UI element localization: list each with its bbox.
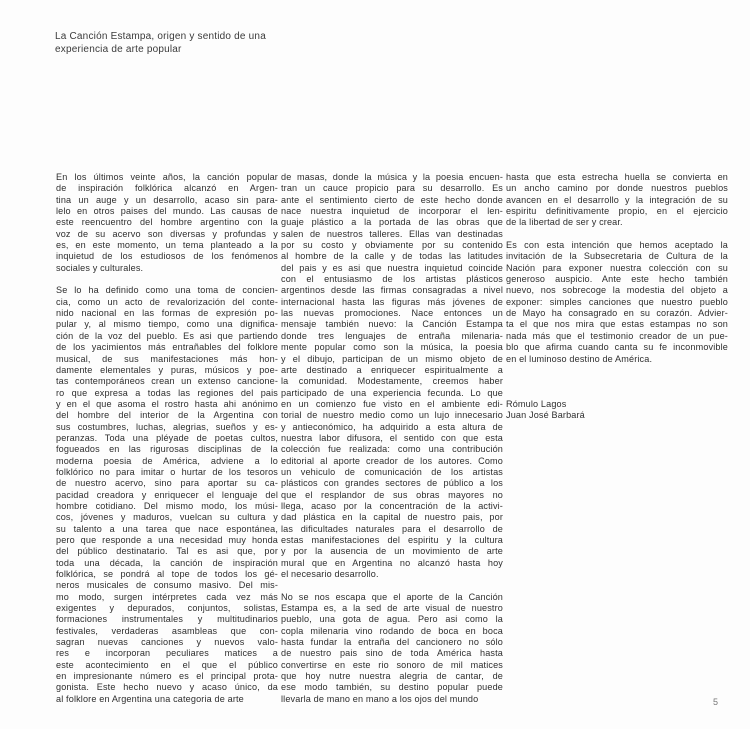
text-line: estas manifestaciones del espiritu y la cultura [281, 535, 503, 545]
text-line: cos, jóvenes y maduros, vuelcan su cultura y [56, 512, 278, 523]
text-line: toda una década, la canción de inspiración [56, 557, 278, 568]
text-line: de nuestro acervo, sino para aportar su ca- [56, 478, 278, 489]
text-line: editorial al aporte creador de los autores. Como [281, 455, 503, 466]
title-line: experiencia de arte popular [55, 44, 182, 55]
text-line: pero que responde a una necesidad muy honda [56, 535, 278, 545]
text-line: avancen en el desarrollo y la integración de su [506, 194, 728, 205]
article-title [55, 30, 315, 56]
text-line: exigentes y depurados, conjuntos, solistas, [56, 603, 278, 614]
text-line: invitación de la Subsecretaria de Cultura de la [506, 251, 728, 262]
text-line: hasta fundar la entraña del cancionero no sólo [281, 637, 503, 648]
text-line: pular y, al mismo tiempo, como una dignifica- [56, 319, 278, 330]
text-line: En los últimos veinte años, la canción popular [56, 172, 278, 182]
text-line: ante el sentimiento cierto de este hecho donde [281, 194, 503, 205]
text-line: tran un cauce propicio para su desarrollo. Es [281, 183, 503, 194]
text-line: al folklore en Argentina una categoria de arte [56, 693, 244, 704]
text-line: las nuevas promociones. Nace entonces un [281, 308, 503, 319]
text-line: ro que expresa a todas las regiones del pais [56, 387, 278, 398]
text-line: generoso auspicio. Ante este hecho también [506, 274, 728, 285]
text-line: formaciones instrumentales y multitudinarios [56, 614, 278, 625]
text-line: dad plástica en la capital de nuestro pais, por [281, 512, 503, 523]
text-line: el necesario desarrollo. [281, 569, 379, 580]
text-line: este acontecimiento en el que el público [56, 659, 278, 670]
text-line: gonista. Este hecho nuevo y acaso único, da [56, 682, 278, 693]
text-line: Se lo ha definido como una toma de concien- [56, 285, 278, 296]
text-line: que el resplandor de sus obras mayores no [281, 489, 503, 500]
signature-block [506, 399, 728, 422]
text-line: argentinos desde las firmas consagradas a nivel [281, 285, 503, 296]
text-line: este reencuentro del hombre argentino con la [56, 217, 278, 228]
text-line: participado de una experiencia fecunda. Lo que [281, 387, 503, 398]
text-line: ta el que nos mira que estas estampas no son [506, 319, 728, 330]
paragraph [56, 285, 278, 705]
text-line: Nación para exponer nuestra colección con su [506, 262, 728, 273]
paragraph [506, 240, 728, 365]
signature-name: Rómulo Lagos [506, 398, 567, 409]
text-column-1 [56, 172, 278, 717]
text-line: voz de su acervo son diversas y profundas y [56, 228, 278, 239]
text-line: nada más que el testimonio creador de un pue- [506, 330, 728, 341]
text-line: peranzas. Toda una pléyade de poetas cultos, [56, 432, 278, 443]
text-line: nuevo, nos sobrecoge la modestia del objeto a [506, 285, 728, 296]
title-line: La Canción Estampa, origen y sentido de una [55, 31, 266, 42]
text-line: internacional hasta las figuras más jóvenes de [281, 296, 503, 307]
text-line: res e incorporan peculiares matices a [56, 648, 278, 659]
text-line: de nuestro pais sino de toda América hasta [281, 648, 503, 659]
text-line: colección fue realizada: como una contribución [281, 444, 503, 455]
text-line: del público destinatario. Tal es asi que, por [56, 546, 278, 557]
text-line: la comunidad. Modestamente, creemos haber [281, 376, 503, 387]
text-line: hombre cotidiano. Del mismo modo, los músi- [56, 500, 278, 511]
text-line: arte destinado a enriquecer espiritualmente a [281, 364, 503, 375]
text-line: convertirse en este rio sonoro de mil matices [281, 659, 503, 670]
text-line: y el dibujo, participan de un mismo objeto de [281, 353, 503, 364]
text-line: pacidad creadora y enriquecer el lenguaje del [56, 489, 278, 500]
text-line: mo modo, surgen intérpretes cada vez más [56, 591, 278, 602]
text-line: llega, acaso por la concentración de la activi- [281, 500, 503, 511]
text-line: mente popular como son la música, la poesia [281, 342, 503, 353]
text-line: salen de nuestros talleres. Ellas van destinadas [281, 228, 503, 239]
text-line: nido nacional en las formas de expresión po- [56, 308, 278, 319]
text-line: es, en este momento, un tema planteado a la [56, 240, 278, 251]
text-line: damente elementales y puras, músicos y poe- [56, 364, 278, 375]
text-line: un ancho camino por donde nuestros pueblos [506, 183, 728, 194]
text-line: hasta que esta estrecha huella se convierta en [506, 172, 728, 182]
text-line: mural que en Argentina no alcanzó hasta hoy [281, 557, 503, 568]
paragraph [506, 172, 728, 229]
text-line: exponer: simples canciones que nuestro pueblo [506, 296, 728, 307]
text-line: espiritu definitivamente propio, en el ejercicio [506, 206, 728, 217]
text-line: de inspiración folklórica alcanzó en Argen- [56, 183, 278, 194]
text-line: inquietud de los estudiosos de los fenómenos [56, 251, 278, 262]
page-number: 5 [713, 697, 719, 707]
signature-name: Juan José Barbará [506, 410, 585, 421]
text-line: folklórica, se pondrá al tope de todos los gé- [56, 569, 278, 580]
text-line: llevarla de mano en mano a los ojos del mundo [281, 693, 479, 704]
text-line: torial de nuestro medio como un lujo innecesario [281, 410, 503, 421]
text-line: en el luminoso destino de América. [506, 353, 653, 364]
text-line: del pais y es asi que nuestra inquietud coincide [281, 262, 503, 273]
text-line: sus costumbres, luchas, alegrias, sueños y es- [56, 421, 278, 432]
text-line: sagran nuevas canciones y nuevos valo- [56, 637, 278, 648]
text-line: con el entusiasmo de los artistas plásticos [281, 274, 503, 285]
text-line: del hombre del interior de la Argentina con [56, 410, 278, 421]
text-line: donde tres lenguajes de entraña milenaria- [281, 330, 503, 341]
paragraph [281, 172, 503, 580]
text-line: por su costo y obviamente por su contenido [281, 240, 503, 251]
text-line: las dificultades naturales para el desarrollo de [281, 523, 503, 534]
text-line: cia, como un acto de revalorización del conte- [56, 296, 278, 307]
text-line: y antieconómico, ha adquirido a esta altura de [281, 421, 503, 432]
text-line: de masas, donde la música y la poesia encuen- [281, 172, 503, 182]
text-line: pueblo, una gota de agua. Pero asi como la [281, 614, 503, 625]
text-line: sociales y culturales. [56, 262, 144, 273]
text-line: nuestra labor difusora, el sentido con que esta [281, 432, 503, 443]
text-line: de la libertad de ser y crear. [506, 217, 623, 228]
text-line: lelo en otros paises del mundo. Las causas de [56, 206, 278, 217]
text-line: ción de la voz del pueblo. Es asi que partiendo [56, 330, 278, 341]
text-line: plásticos con grandes sectores de público a los [281, 478, 503, 489]
text-line: nace nuestra inquietud de incorporar el len- [281, 206, 503, 217]
text-line: en un comienzo fue visto en el ambiente edi- [281, 398, 503, 409]
text-line: musical, de sus manifestaciones más hon- [56, 353, 278, 364]
text-column-3 [506, 172, 728, 422]
paragraph [281, 592, 503, 705]
text-line: un vehiculo de comunicación de los artistas [281, 466, 503, 477]
text-line: de Mayo ha consagrado en su corazón. Advier- [506, 308, 728, 319]
text-line: Es con esta intención que hemos aceptado la [506, 240, 728, 251]
text-line: fogueados en las rigurosas disciplinas de la [56, 444, 278, 455]
text-line: Estampa es, a la sed de arte visual de nuestro [281, 603, 503, 614]
text-line: tas contemporáneos crean un extenso cancione- [56, 376, 278, 387]
text-line: mensaje también nuevo: la Canción Estampa [281, 319, 503, 330]
text-line: No se nos escapa que el aporte de la Canción [281, 591, 503, 602]
text-line: blo que afirma cuando canta su fe inconmovible [506, 342, 728, 353]
text-line: de los yacimientos más entrañables del folklore [56, 342, 278, 353]
text-line: al hombre de la calle y de todas las latitudes [281, 251, 503, 262]
text-line: tina un auge y un desarrollo, acaso sin para- [56, 194, 278, 205]
text-line: que hoy nutre nuestra alegria de cantar, de [281, 671, 503, 682]
text-column-2 [281, 172, 503, 717]
text-line: moderna poesia de América, adviene a lo [56, 455, 278, 466]
text-line: y por la ausencia de un movimiento de arte [281, 546, 503, 557]
text-line: guaje plástico a la portada de las obras que [281, 217, 503, 228]
text-line: copla milenaria vino rodando de boca en boca [281, 625, 503, 636]
text-line: en impresionante número es el principal prota- [56, 671, 278, 682]
text-line: ese modo también, su destino popular puede [281, 682, 503, 693]
text-line: neros musicales de consumo masivo. Del mis- [56, 580, 278, 591]
text-line: festivales, verdaderas asambleas que con- [56, 625, 278, 636]
text-line: y en el que asoma el rostro hasta ahi anónimo [56, 398, 278, 409]
text-line: su talento a una tarea que nace espontánea, [56, 523, 278, 534]
paragraph [56, 172, 278, 274]
text-line: folklórico no para imitar o hurtar de los tesoros [56, 466, 278, 477]
